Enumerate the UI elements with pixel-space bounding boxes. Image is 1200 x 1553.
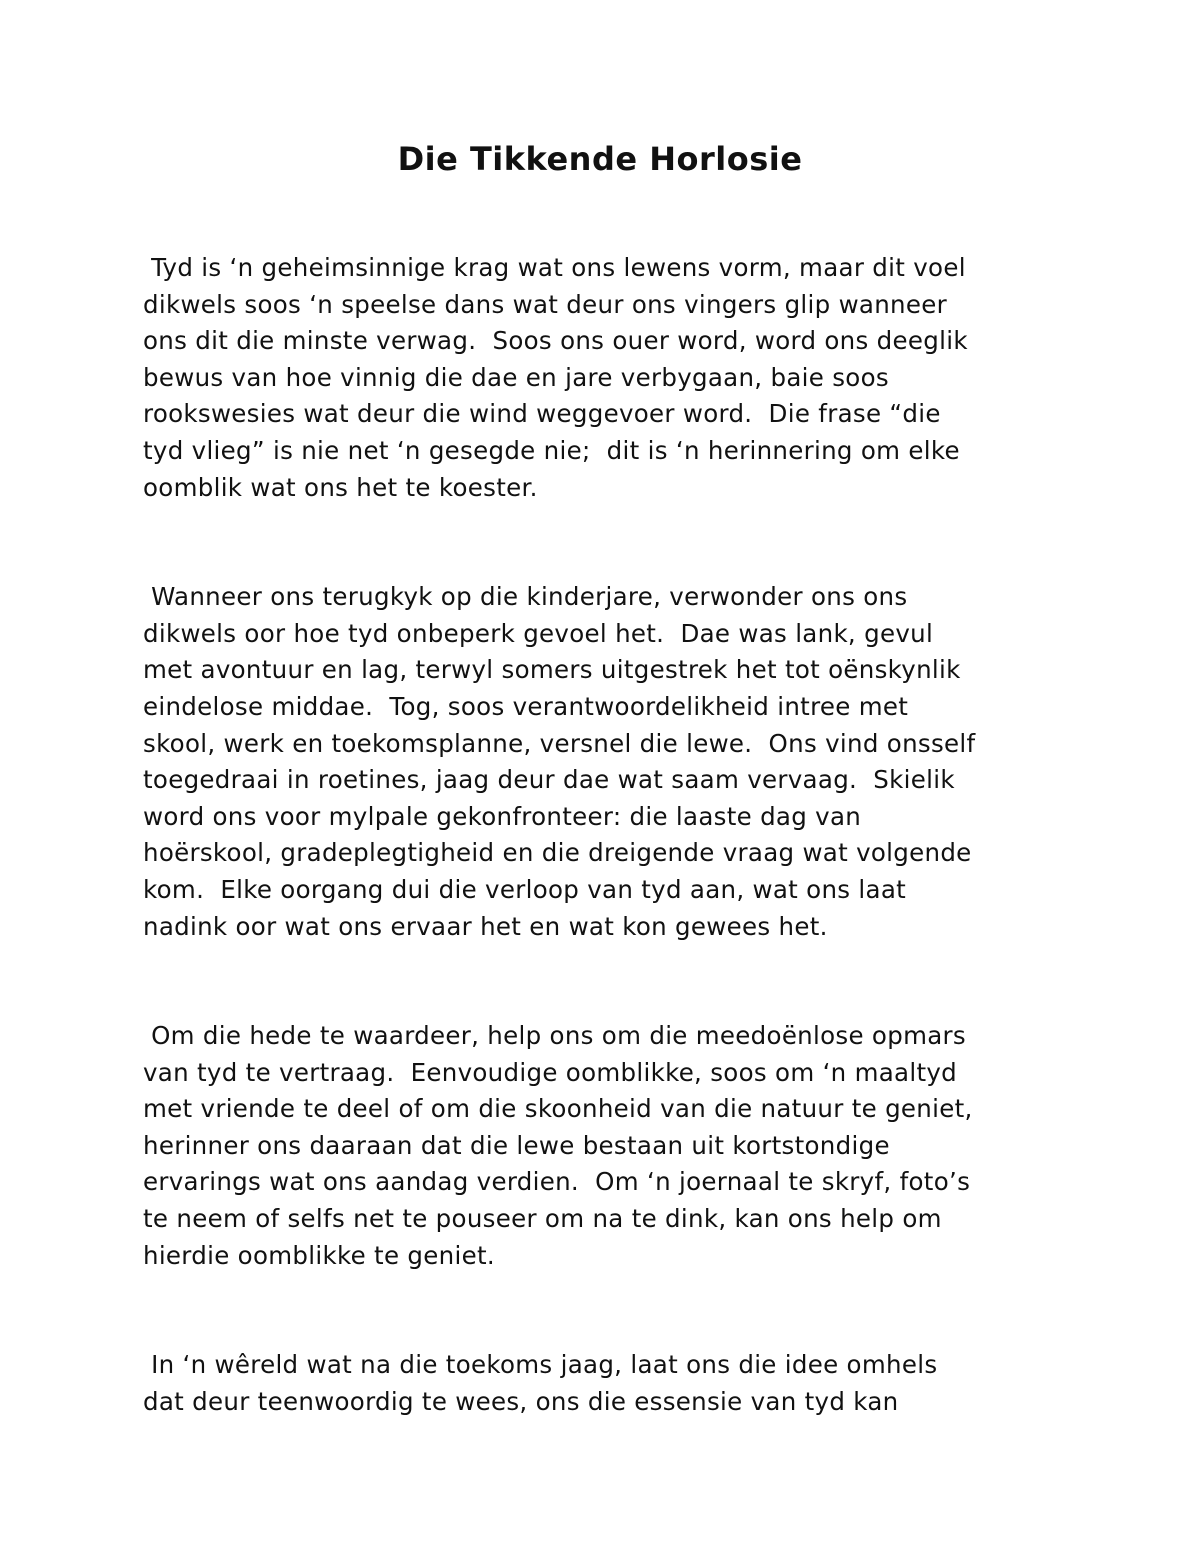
text-line: dikwels oor hoe tyd onbeperk gevoel het. Dae was lank, gevul xyxy=(143,618,934,648)
text-line: met vriende te deel of om die skoonheid van die natuur te geniet, xyxy=(143,1094,973,1124)
text-line: ons dit die minste verwag. Soos ons ouer word, word ons deeglik xyxy=(143,326,968,356)
text-line: bewus van hoe vinnig die dae en jare verbygaan, baie soos xyxy=(143,362,889,392)
text-line: dikwels soos ‘n speelse dans wat deur ons vingers glip wanneer xyxy=(143,289,947,319)
text-line: toegedraai in roetines, jaag deur dae wat saam vervaag. Skielik xyxy=(143,765,955,795)
text-line: tyd vlieg” is nie net ‘n gesegde nie; dit is ‘n herinnering om elke xyxy=(143,435,960,465)
text-line: dat deur teenwoordig te wees, ons die essensie van tyd kan xyxy=(143,1386,899,1416)
text-line: herinner ons daaraan dat die lewe bestaan uit kortstondige xyxy=(143,1130,890,1160)
text-line: nadink oor wat ons ervaar het en wat kon gewees het. xyxy=(143,911,828,941)
paragraph-3 xyxy=(143,1018,1073,1274)
text-line: hoërskool, gradeplegtigheid en die dreigende vraag wat volgende xyxy=(143,838,972,868)
text-line: oomblik wat ons het te koester. xyxy=(143,472,538,502)
text-line: rookswesies wat deur die wind weggevoer word. Die frase “die xyxy=(143,399,941,429)
text-line: kom. Elke oorgang dui die verloop van tyd aan, wat ons laat xyxy=(143,874,907,904)
text-line: skool, werk en toekomsplanne, versnel die lewe. Ons vind onsself xyxy=(143,728,976,758)
text-line: Wanneer ons terugkyk op die kinderjare, verwonder ons ons xyxy=(143,582,908,612)
paragraph-1 xyxy=(143,250,1073,506)
text-line: Om die hede te waardeer, help ons om die meedoënlose opmars xyxy=(143,1021,966,1051)
text-line: met avontuur en lag, terwyl somers uitgestrek het tot oënskynlik xyxy=(143,655,961,685)
document-body xyxy=(143,250,1073,1493)
text-line: eindelose middae. Tog, soos verantwoordelikheid intree met xyxy=(143,691,909,721)
text-line: Tyd is ‘n geheimsinnige krag wat ons lewens vorm, maar dit voel xyxy=(143,253,966,282)
paragraph-2 xyxy=(143,579,1073,945)
text-line: te neem of selfs net te pouseer om na te dink, kan ons help om xyxy=(143,1204,942,1234)
text-line: word ons voor mylpale gekonfronteer: die laaste dag van xyxy=(143,801,862,831)
text-line: hierdie oomblikke te geniet. xyxy=(143,1240,495,1270)
text-line: ervarings wat ons aandag verdien. Om ‘n joernaal te skryf, foto’s xyxy=(143,1167,971,1197)
document-title: Die Tikkende Horlosie xyxy=(397,140,803,178)
text-line: In ‘n wêreld wat na die toekoms jaag, laat ons die idee omhels xyxy=(143,1350,938,1380)
text-line: van tyd te vertraag. Eenvoudige oomblikke, soos om ‘n maaltyd xyxy=(143,1057,958,1087)
paragraph-4 xyxy=(143,1347,1073,1420)
